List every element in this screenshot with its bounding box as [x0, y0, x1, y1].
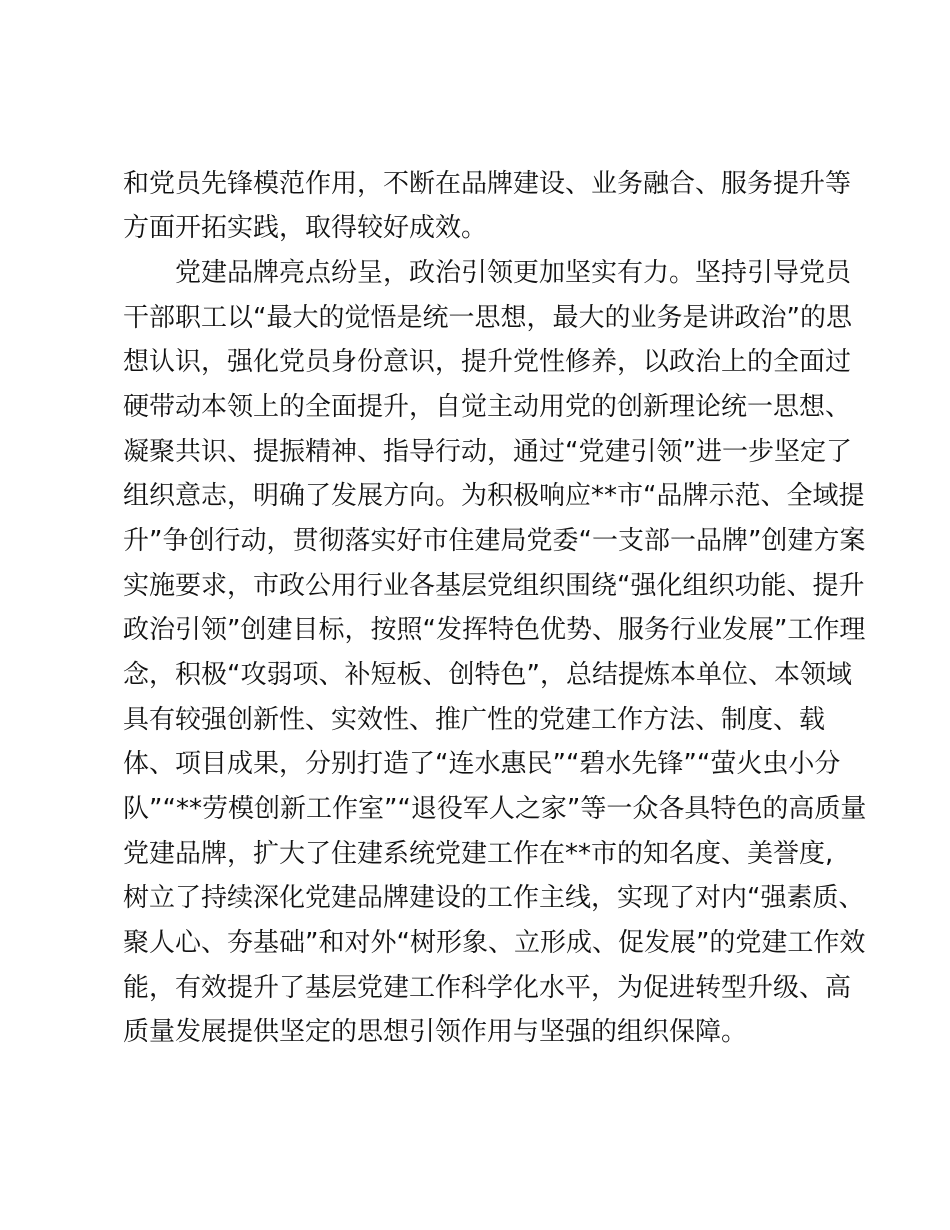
text-line: 党建品牌，扩大了住建系统党建工作在**市的知名度、美誉度,	[123, 839, 834, 869]
text-line: 组织意志，明确了发展方向。为积极响应**市“品牌示范、全域提	[123, 481, 865, 511]
text-line: 凝聚共识、提振精神、指导行动，通过“党建引领”进一步坚定了	[123, 437, 852, 467]
text-line: 升”争创行动，贯彻落实好市住建局党委“一支部一品牌”创建方案	[123, 526, 866, 556]
text-line: 和党员先锋模范作用，不断在品牌建设、业务融合、服务提升等	[123, 169, 852, 199]
text-line: 队”“**劳模创新工作室”“退役军人之家”等一众各具特色的高质量	[123, 794, 867, 824]
text-line: 质量发展提供坚定的思想引领作用与坚强的组织保障。	[123, 1017, 748, 1047]
text-line: 想认识，强化党员身份意识，提升党性修养，以政治上的全面过	[123, 347, 852, 377]
text-line: 树立了持续深化党建品牌建设的工作主线，实现了对内“强素质、	[123, 883, 865, 913]
text-line: 聚人心、夯基础”和对外“树形象、立形成、促发展”的党建工作效	[123, 928, 866, 958]
text-line: 党建品牌亮点纷呈，政治引领更加坚实有力。坚持引导党员	[175, 258, 852, 288]
text-line: 方面开拓实践，取得较好成效。	[123, 213, 488, 243]
text-line: 念，积极“攻弱项、补短板、创特色”，总结提炼本单位、本领域	[123, 660, 852, 690]
text-line: 政治引领”创建目标，按照“发挥特色优势、服务行业发展”工作理	[123, 615, 866, 645]
text-line: 硬带动本领上的全面提升，自觉主动用党的创新理论统一思想、	[123, 392, 852, 422]
text-line: 具有较强创新性、实效性、推广性的党建工作方法、制度、载	[123, 705, 826, 735]
text-line: 干部职工以“最大的觉悟是统一思想，最大的业务是讲政治”的思	[123, 303, 852, 333]
text-line: 实施要求，市政公用行业各基层党组织围绕“强化组织功能、提升	[123, 571, 865, 601]
text-line: 体、项目成果，分别打造了“连水惠民”“碧水先锋”“萤火虫小分	[123, 749, 841, 779]
text-line: 能，有效提升了基层党建工作科学化水平，为促进转型升级、高	[123, 973, 852, 1003]
